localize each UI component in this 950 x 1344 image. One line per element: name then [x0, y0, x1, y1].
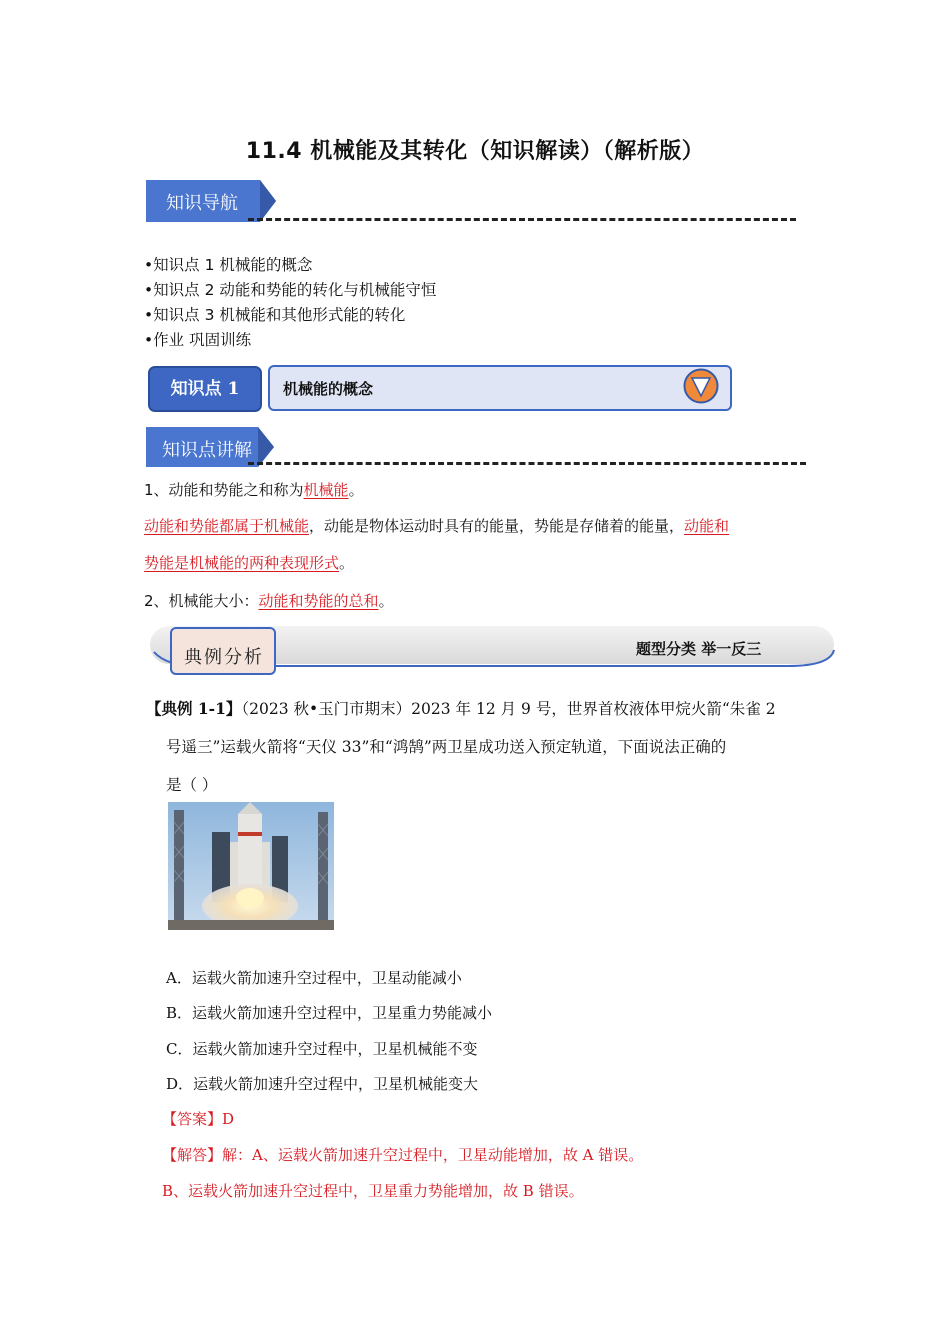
knowledge-point-label: 知识点 1: [148, 366, 262, 412]
analysis-line-1: 【解答】解：A、运载火箭加速升空过程中，卫星动能增加，故 A 错误。: [162, 1146, 644, 1164]
nav-banner-label: 知识导航: [166, 193, 238, 214]
analysis-line-2: B、运载火箭加速升空过程中，卫星重力势能增加，故 B 错误。: [162, 1182, 584, 1200]
question-line-2: 号遥三”运载火箭将“天仪 33”和“鸿鹄”两卫星成功送入预定轨道，下面说法正确的: [166, 738, 727, 756]
lecture-line-1: 1、动能和势能之和称为机械能。: [144, 481, 364, 499]
rocket-launch-image: [168, 802, 334, 930]
lecture-line-4: 2、机械能大小：动能和势能的总和。: [144, 592, 394, 610]
toc-item-3: •知识点 3 机械能和其他形式能的转化: [144, 306, 406, 324]
option-c: C．运载火箭加速升空过程中，卫星机械能不变: [166, 1040, 478, 1058]
option-a: A．运载火箭加速升空过程中，卫星动能减小: [166, 969, 462, 987]
lecture-divider: [248, 462, 806, 465]
collapse-arrow-icon: [683, 368, 719, 404]
nav-divider: [248, 218, 796, 221]
toc-item-1: •知识点 1 机械能的概念: [144, 256, 313, 274]
page-title: 11.4 机械能及其转化（知识解读）（解析版）: [245, 139, 705, 164]
answer: 【答案】D: [162, 1110, 235, 1128]
lecture-banner-label: 知识点讲解: [162, 440, 252, 461]
question-tag: 【典例 1-1】: [146, 699, 242, 718]
question-line-3: 是（ ）: [166, 776, 218, 794]
toc-item-4: •作业 巩固训练: [144, 331, 252, 349]
example-label: 典例分析: [184, 647, 264, 668]
lecture-line-2: 动能和势能都属于机械能，动能是物体运动时具有的能量，势能是存储着的能量，动能和: [144, 517, 730, 535]
option-d: D．运载火箭加速升空过程中，卫星机械能变大: [166, 1075, 479, 1093]
example-category: 题型分类 举一反三: [636, 640, 762, 658]
knowledge-point-title: 机械能的概念: [283, 380, 374, 398]
lecture-line-3: 势能是机械能的两种表现形式。: [144, 554, 355, 572]
question-line-1: 【典例 1-1】（2023 秋•玉门市期末）2023 年 12 月 9 号，世界首枚液体甲烷火箭“朱雀 2: [146, 699, 776, 718]
toc-item-2: •知识点 2 动能和势能的转化与机械能守恒: [144, 281, 437, 299]
option-b: B．运载火箭加速升空过程中，卫星重力势能减小: [166, 1004, 493, 1022]
